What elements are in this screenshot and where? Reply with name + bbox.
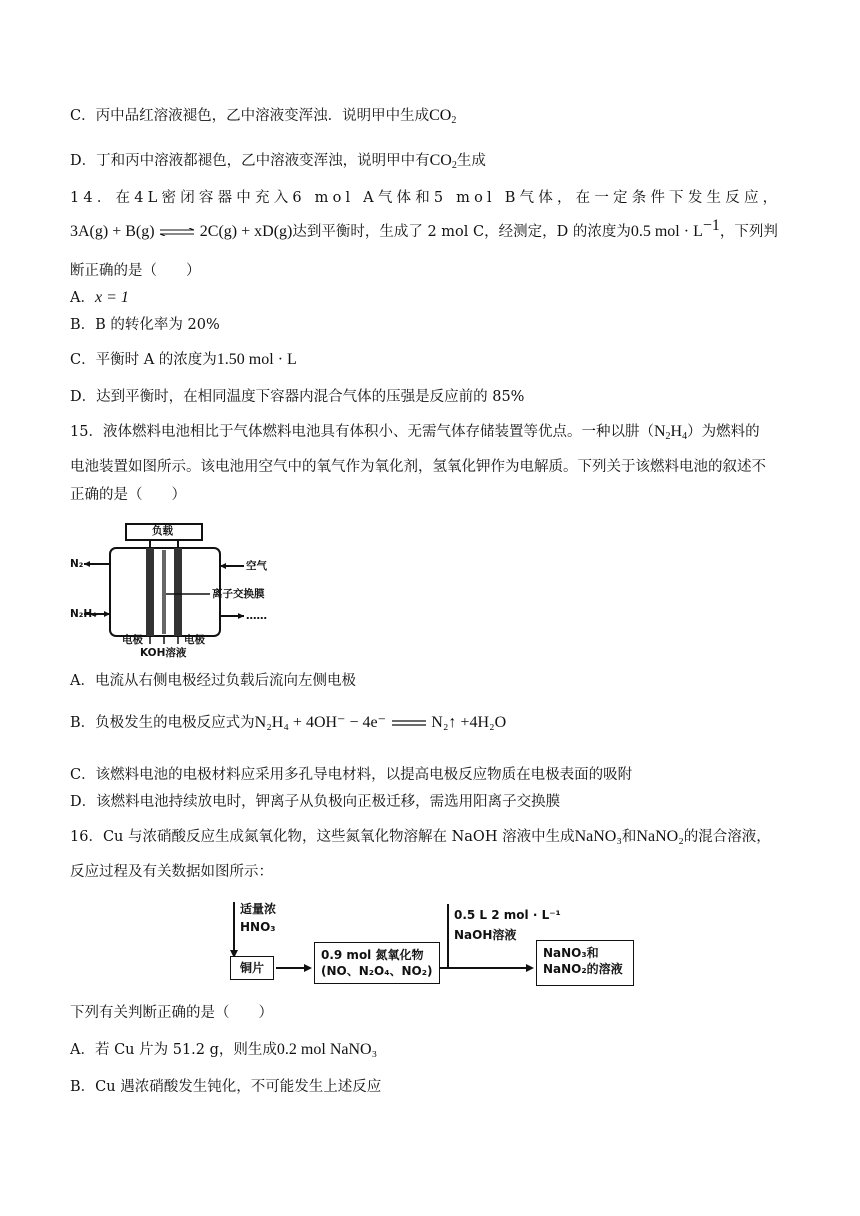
q14-equation-left: 3A(g) + B(g) <box>70 223 155 240</box>
q14-equation-right: 2C(g) + xD(g) <box>199 223 293 240</box>
membrane-label: 离子交换膜 <box>212 588 265 600</box>
q16-stem-line1: 16．Cu 与浓硝酸反应生成氮氧化物，这些氮氧化物溶解在 NaOH 溶液中生成NaNO₃和NaNO₂的混合溶液， <box>70 828 771 845</box>
q13-option-c: C．丙中品红溶液褪色，乙中溶液变浑浊．说明甲中生成$CO_2$ <box>70 107 457 126</box>
reagent-label-1: 适量浓 <box>240 902 277 916</box>
q16-option-b: B．Cu 遇浓硝酸发生钝化，不可能发生上述反应 <box>70 1079 382 1095</box>
q15-stem-line2: 电池装置如图所示。该电池用空气中的氧气作为氧化剂，氢氧化钾作为电解质。下列关于该燃料电池的叙述不 <box>70 459 766 475</box>
equals-sign-icon <box>391 719 427 727</box>
koh-solution-label: KOH溶液 <box>140 647 187 659</box>
copper-box: 铜片 <box>230 956 274 980</box>
q14-stem-line1: 14．在4L密闭容器中充入6 mol A气体和5 mol B气体，在一定条件下发生反应， <box>70 190 782 206</box>
reagent-label-2: HNO₃ <box>240 920 276 934</box>
load-label: 负载 <box>152 525 173 537</box>
q15-option-b: B．负极发生的电极反应式为N₂H₄ + 4OH⁻ − 4e⁻ N₂↑ +4H₂O <box>70 714 507 731</box>
air-inlet-label: 空气 <box>246 560 267 572</box>
q15-stem-line3: 正确的是（ ） <box>70 487 186 503</box>
q14-stem-line3: 断正确的是（ ） <box>70 263 201 279</box>
left-electrode-label: 电极 <box>122 634 143 646</box>
nitrogen-oxides-box: 0.9 mol 氮氧化物 (NO、N₂O₄、NO₂) <box>314 942 440 984</box>
q14-stem-line2: 3A(g) + B(g) 2C(g) + xD(g)达到平衡时，生成了 2 mol C，经测定，D 的浓度为0.5 mol · $L^{-1}$，下列判 <box>70 217 778 240</box>
outlet-dots-label: …… <box>246 610 267 622</box>
q15-option-c: C．该燃料电池的电极材料应采用多孔导电材料，以提高电极反应物质在电极表面的吸附 <box>70 767 633 783</box>
equilibrium-arrow-icon <box>159 228 195 236</box>
q14-option-c: C．平衡时 A 的浓度为1.50 mol · L <box>70 351 297 368</box>
q15-option-a: A．电流从右侧电极经过负载后流向左侧电极 <box>70 673 356 689</box>
q14-option-b: B．B 的转化率为 20% <box>70 317 220 333</box>
fuel-cell-diagram <box>70 520 300 660</box>
reaction-flow-diagram <box>226 898 642 994</box>
q14-option-d: D．达到平衡时，在相同温度下容器内混合气体的压强是反应前的 85% <box>70 389 525 405</box>
product-solution-box: NaNO₃和 NaNO₂的溶液 <box>536 940 634 986</box>
q16-option-a: A．若 Cu 片为 51.2 g，则生成0.2 mol NaNO₃ <box>70 1041 378 1058</box>
naoh-label-1: 0.5 L 2 mol · L⁻¹ <box>454 908 561 922</box>
q16-stem-line2: 反应过程及有关数据如图所示： <box>70 864 273 880</box>
q13-option-d: D．丁和丙中溶液都褪色，乙中溶液变浑浊，说明甲中有$CO_2$生成 <box>70 152 486 171</box>
right-electrode-label: 电极 <box>184 634 205 646</box>
q14-option-a: A．x = 1 <box>70 289 129 306</box>
q15-stem-line1: 15．液体燃料电池相比于气体燃料电池具有体积小、无需气体存储装置等优点。一种以肼$(N_2H_4)$为燃料的 <box>70 423 760 442</box>
q16-judge-prompt: 下列有关判断正确的是（ ） <box>70 1005 273 1021</box>
naoh-label-2: NaOH溶液 <box>454 928 517 942</box>
n2-outlet-label: N₂ <box>70 558 84 570</box>
n2h4-inlet-label: N₂H₄ <box>70 608 97 620</box>
q15-option-d: D．该燃料电池持续放电时，钾离子从负极向正极迁移，需选用阳离子交换膜 <box>70 794 561 810</box>
